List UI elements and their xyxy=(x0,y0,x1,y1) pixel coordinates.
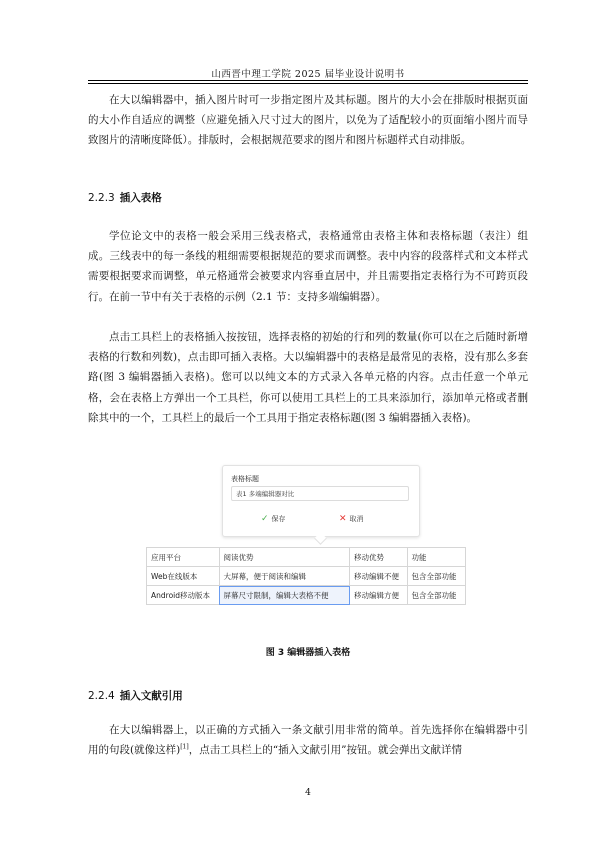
table-cell[interactable]: 功能 xyxy=(407,548,466,567)
citation-text-before: 在大以编辑器上，以正确的方式插入一条文献引用非常的简单。首先选择你在编辑器中引用的句段(就像这样) xyxy=(88,724,528,757)
section-number: 2.2.3 xyxy=(88,192,115,204)
table-cell[interactable]: 包含全部功能 xyxy=(407,567,466,586)
table-cell[interactable]: 阅读优势 xyxy=(219,548,350,567)
paragraph-citation xyxy=(88,720,528,760)
section-heading-2-2-4 xyxy=(88,688,183,703)
figure-caption: 图 3 编辑器插入表格 xyxy=(265,648,351,658)
table-row xyxy=(147,567,466,586)
save-button[interactable] xyxy=(261,514,286,524)
section-heading-2-2-3 xyxy=(88,190,162,205)
save-label: 保存 xyxy=(271,515,286,523)
section-number: 2.2.4 xyxy=(88,690,115,702)
cancel-button[interactable] xyxy=(339,514,364,524)
table-cell[interactable]: Android移动版本 xyxy=(147,586,220,605)
table-cell[interactable]: 应用平台 xyxy=(147,548,220,567)
header-rule-thick xyxy=(88,80,528,81)
citation-text-after: ，点击工具栏上的“插入文献引用”按钮。就会弹出文献详情 xyxy=(188,744,462,757)
caption-input[interactable]: 表1 多端编辑器对比 xyxy=(231,486,409,501)
header-rule-thin xyxy=(88,83,528,84)
popup-title: 表格标题 xyxy=(231,475,259,483)
editor-screenshot xyxy=(146,465,466,625)
table-cell[interactable]: 大屏幕，便于阅读和编辑 xyxy=(219,567,350,586)
table-cell[interactable]: 移动编辑不便 xyxy=(350,567,408,586)
table-caption-popup xyxy=(222,465,420,537)
table-cell[interactable]: Web在线版本 xyxy=(147,567,220,586)
citation-marker: [1] xyxy=(180,743,189,751)
paragraph-table-insert: 点击工具栏上的表格插入按按钮，选择表格的初始的行和列的数量(你可以在之后随时新增表格的行数和列数)，点击即可插入表格。大以编辑器中的表格是最常见的表格，没有那么多套路(图 3 编辑器插入表格)。您可以以纯文本的方式录入各单元格的内容。点击任意一个单元格，会在表格上方弹出一个工具栏，你可以使用工具栏上的工具来添加行，添加单元格或者删除其中的一个，工具栏上的最后一个工具用于指定表格标题(图 3 编辑器插入表格)。 xyxy=(88,331,528,424)
table-cell[interactable]: 移动编辑方便 xyxy=(350,586,408,605)
table-cell-selected[interactable]: 屏幕尺寸限制，编辑大表格不便 xyxy=(219,586,350,605)
table-cell[interactable]: 移动优势 xyxy=(350,548,408,567)
table-cell[interactable]: 包含全部功能 xyxy=(407,586,466,605)
page-header: 山西晋中理工学院 2025 届毕业设计说明书 xyxy=(211,69,405,80)
editor-table xyxy=(146,547,466,605)
close-icon: ✕ xyxy=(339,514,347,524)
table-row xyxy=(147,548,466,567)
page-number: 4 xyxy=(305,788,311,798)
paragraph-images: 在大以编辑器中，插入图片时可一步指定图片及其标题。图片的大小会在排版时根据页面的大小作自适应的调整（应避免插入尺寸过大的图片，以免为了适配较小的页面缩小图片而导致图片的清晰度降低）。排版时，会根据规范要求的图片和图片标题样式自动排版。 xyxy=(88,94,528,147)
section-title: 插入表格 xyxy=(119,192,162,204)
cancel-label: 取消 xyxy=(349,515,364,523)
section-title: 插入文献引用 xyxy=(119,690,183,702)
table-row xyxy=(147,586,466,605)
paragraph-table-format: 学位论文中的表格一般会采用三线表格式，表格通常由表格主体和表格标题（表注）组成。三线表中的每一条线的粗细需要根据规范的要求而调整。表中内容的段落样式和文本样式需要根据要求而调整，单元格通常会被要求内容垂直居中，并且需要指定表格行为不可跨页段行。在前一节中有关于表格的示例（2.1 节：支持多端编辑器）。 xyxy=(88,230,528,303)
check-icon: ✓ xyxy=(261,514,269,524)
